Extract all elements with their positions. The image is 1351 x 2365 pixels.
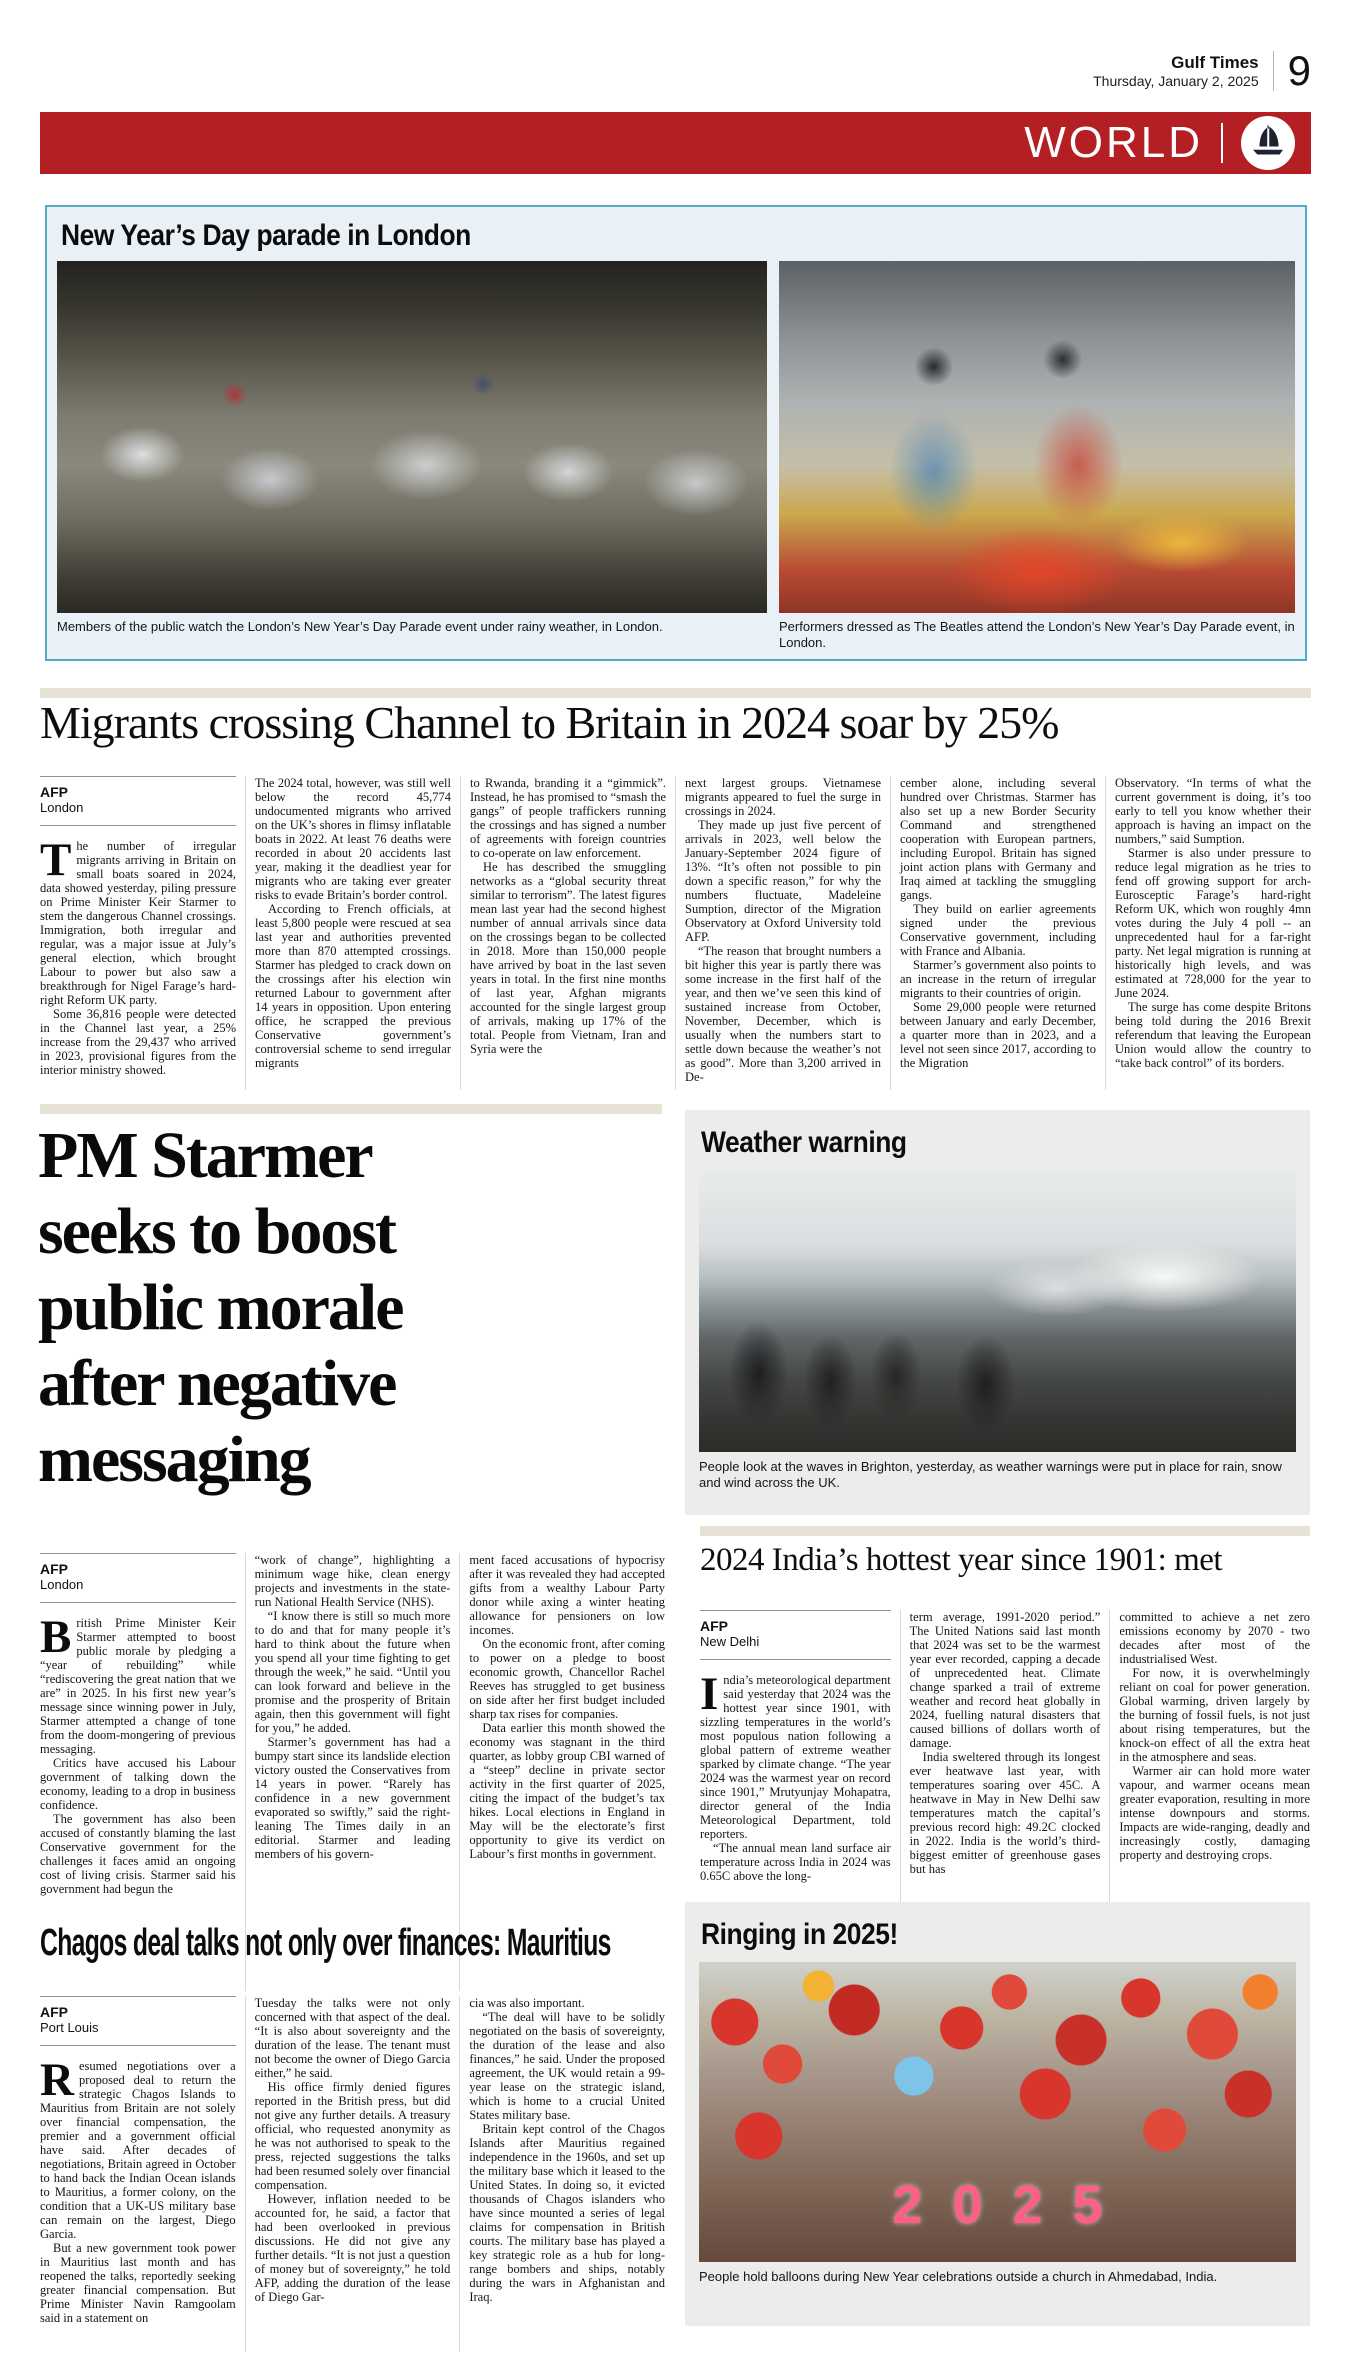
byline-place: London bbox=[40, 800, 84, 816]
paragraph: For now, it is overwhelmingly reliant on coal for power generation. Global warming, driven largely by the burning of fossil fuels, is not just about rising temperatures, but the knock-on effect of all the extra heat in the atmosphere and seas. bbox=[1119, 1666, 1310, 1764]
paper-date: Thursday, January 2, 2025 bbox=[1093, 72, 1259, 89]
drop-cap: R bbox=[40, 2054, 74, 2107]
lead-paragraph bbox=[700, 1668, 891, 1842]
paragraph: “The annual mean land surface air temperature across India in 2024 was 0.65C above the long- bbox=[700, 1841, 891, 1884]
parade-title: New Year’s Day parade in London bbox=[61, 219, 471, 252]
paragraph: ment faced accusations of hypocrisy after it was revealed they had accepted gifts from a wealthy Labour Party donor while axing a winter heating allowance for pensioners on low incomes. bbox=[469, 1553, 665, 1637]
drop-cap: B bbox=[40, 1611, 72, 1664]
paragraph: Some 36,816 people were detected in the Channel last year, a 25% increase from the 29,437 who arrived in 2023, provisional figures from the interior ministry showed. bbox=[40, 1007, 236, 1078]
paragraph: Britain kept control of the Chagos Islands after Mauritius regained independence in the 1960s, and set up the military base which it leased to the United States. In doing so, it evicted thousands of Chagos islanders who have since mounted a series of legal claims for compensation in British courts. The military base has played a key strategic role as a hub for long-range bombers and ships, notably during the wars in Afghanistan and Iraq. bbox=[469, 2122, 665, 2304]
paragraph: “work of change”, highlighting a minimum wage hike, clean energy projects and investments in the state-run National Health Service (NHS). bbox=[254, 1553, 451, 1609]
parade-caption-right: Performers dressed as The Beatles attend the London’s New Year’s Day Parade event, in London. bbox=[779, 619, 1295, 651]
article-column bbox=[675, 776, 890, 1090]
migrants-headline: Migrants crossing Channel to Britain in 2024 soar by 25% bbox=[40, 697, 1059, 748]
page-number: 9 bbox=[1287, 47, 1311, 94]
paragraph: They build on earlier agreements signed under the previous Conservative government, including with France and Albania. bbox=[900, 902, 1096, 958]
paragraph: “The reason that brought numbers a bit higher this year is partly there was some increase in the first half of the year, and then we’ve seen this kind of sustained increase from October, November, December, which is usually when the numbers start to settle down because the weather’s not as good”. More than 3,200 arrived in De- bbox=[685, 944, 881, 1084]
parade-caption-left: Members of the public watch the London’s New Year’s Day Parade event under rainy weather, in London. bbox=[57, 619, 663, 634]
byline bbox=[40, 1553, 236, 1603]
headline-line: messaging bbox=[38, 1423, 310, 1496]
drop-cap: I bbox=[700, 1668, 719, 1721]
paragraph: Data earlier this month showed the economy was stagnant in the third quarter, as lobby group CBI warned of a “steep” decline in private sector activity in the first quarter of 2025, citing the impact of the budget’s tax hikes. Local elections in England in May will be the electorate’s first opportunity to give its verdict on Labour’s first months in government. bbox=[469, 1721, 665, 1861]
section-title: WORLD bbox=[1024, 118, 1203, 167]
newspaper-logo bbox=[1241, 116, 1295, 170]
paragraph: term average, 1991-2020 period.” The United Nations said last month that 2024 was set to be the warmest year ever recorded, capping a decade of unprecedented heat. Climate change sparked a trail of extreme weather and record heat globally in 2024, fuelling natural disasters that caused billions of dollars worth of damage. bbox=[909, 1610, 1101, 1750]
headline-line: PM Starmer bbox=[38, 1119, 372, 1192]
byline-agency: AFP bbox=[40, 1561, 68, 1577]
column-paragraphs bbox=[40, 2241, 236, 2325]
weather-title: Weather warning bbox=[701, 1126, 907, 1159]
ringing-2025-box bbox=[685, 1902, 1310, 2326]
paragraph: India sweltered through its longest ever heatwave last year, with temperatures soaring over 45C. A heatwave in May in New Delhi saw temperatures match the capital’s previous record high: 49.2C clocked in 2022. India is the world’s third-biggest emitter of greenhouse gases but has bbox=[909, 1750, 1101, 1876]
paragraph: His office firmly denied figures reported in the British press, but did not give any further details. A treasury official, who requested anonymity as he was not authorised to speak to the press, rejected suggestions the talks had been resumed solely over financial compensation. bbox=[254, 2080, 451, 2192]
paragraph: The 2024 total, however, was still well below the record 45,774 undocumented migrants who arrived on the UK’s shores in flimsy inflatable boats in 2022. At least 76 deaths were recorded in about 20 accidents last year, making it the deadliest year for migrants who are taking ever greater risks to evade Britain’s border control. bbox=[255, 776, 451, 902]
article-column bbox=[245, 1996, 460, 2352]
paragraph: Tuesday the talks were not only concerned with that aspect of the deal. “It is also about sovereignty and the duration of the lease. The tenant must not become the owner of Diego Garcia either,” he said. bbox=[254, 1996, 451, 2080]
byline-place: New Delhi bbox=[700, 1634, 760, 1650]
starmer-headline bbox=[38, 1118, 670, 1498]
balloon-2025-text: 2025 bbox=[892, 2175, 1133, 2235]
lead-text: esumed negotiations over a proposed deal to return the strategic Chagos Islands to Mauritius from Britain are not solely over financial compensation, the premier and a government official have said. After decades of negotiations, Britain agreed in October to hand back the Indian Ocean islands to Mauritius, a former colony, on the condition that a UK-US military base can remain on the largest, Diego Garcia. bbox=[40, 2059, 236, 2242]
column-paragraphs bbox=[40, 1007, 236, 1077]
india-article bbox=[700, 1610, 1310, 1904]
headline-line: after negative bbox=[38, 1347, 396, 1420]
article-column bbox=[40, 776, 245, 1090]
column-paragraphs bbox=[700, 1841, 891, 1883]
weather-warning-box bbox=[685, 1110, 1310, 1515]
parade-beatles-photo bbox=[779, 261, 1295, 613]
byline bbox=[40, 776, 236, 826]
balloons-photo bbox=[699, 1962, 1296, 2262]
masthead-divider bbox=[1273, 51, 1274, 91]
divider-bar bbox=[700, 1526, 1310, 1536]
article-column bbox=[1109, 1610, 1310, 1904]
paragraph: Critics have accused his Labour government of talking down the economy, leading to a drop in business confidence. bbox=[40, 1756, 236, 1813]
article-column bbox=[1105, 776, 1311, 1090]
lead-paragraph bbox=[40, 834, 236, 1008]
migrants-article bbox=[40, 776, 1311, 1090]
article-column bbox=[890, 776, 1105, 1090]
paragraph: On the economic front, after coming to power on a pledge to boost economic growth, Chancellor Rachel Reeves has struggled to get business on side after her first budget included sharp tax rises for companies. bbox=[469, 1637, 665, 1721]
section-banner bbox=[40, 112, 1311, 174]
dhow-boat-icon bbox=[1249, 122, 1287, 165]
paragraph: However, inflation needed to be accounted for, he said, a factor that had been overlooked in previous discussions. He did not give any further details. “It is not just a question of money but of sovereignty,” he told AFP, adding the duration of the lease of Diego Gar- bbox=[254, 2192, 451, 2304]
article-column bbox=[900, 1610, 1110, 1904]
parade-crowd-photo bbox=[57, 261, 767, 613]
chagos-headline bbox=[40, 1922, 665, 1965]
parade-captions bbox=[57, 619, 1295, 652]
paragraph: The government has also been accused of constantly blaming the last Conservative government for the challenges it faces amid an ongoing cost of living crisis. Starmer said his government had begun the bbox=[40, 1812, 236, 1897]
weather-photo bbox=[699, 1170, 1296, 1452]
byline bbox=[700, 1610, 891, 1660]
parade-photo-feature bbox=[45, 205, 1307, 661]
paragraph: “I know there is still so much more to do and that for many people it’s hard to think about the future when you spend all your time fighting to get through the week,” he said. “Until you can look forward and believe in the promise and the prosperity of Britain again, then this government will fight for you,” he added. bbox=[254, 1609, 451, 1735]
paragraph: Some 29,000 people were returned between January and early December, a quarter more than in 2023, and a level not seen since 2017, according to the Migration bbox=[900, 1000, 1096, 1070]
masthead-text bbox=[1093, 53, 1259, 89]
lead-paragraph bbox=[40, 2054, 236, 2242]
weather-caption: People look at the waves in Brighton, yesterday, as weather warnings were put in place for rain, snow and wind across the UK. bbox=[699, 1459, 1282, 1491]
byline-agency: AFP bbox=[40, 2004, 68, 2020]
byline-agency: AFP bbox=[700, 1618, 728, 1634]
paragraph: committed to achieve a net zero emissions economy by 2070 - two decades after most of the industrialised West. bbox=[1119, 1610, 1310, 1666]
paragraph: to Rwanda, branding it a “gimmick”. Instead, he has promised to “smash the gangs” of people traffickers running the crossings and has signed a number of agreements with foreign countries to co-operate on law enforcement. bbox=[470, 776, 666, 860]
byline-place: Port Louis bbox=[40, 2020, 99, 2036]
byline-place: London bbox=[40, 1577, 84, 1593]
chagos-article bbox=[40, 1996, 665, 2352]
article-column bbox=[40, 1996, 245, 2352]
paragraph: Starmer is also under pressure to reduce legal migration as he tries to fend off growing support for arch-Eurosceptic Farage’s hard-right Reform UK, which won roughly 4mn votes during the July 4 poll -- an unprecedented haul for a far-right party. Net legal migration is running at historically high levels, and was estimated at 728,000 for the year to June 2024. bbox=[1115, 846, 1311, 1000]
lead-text: ritish Prime Minister Keir Starmer attempted to boost public morale by pledging a “year of rebuilding” while “rediscovering the great nation that we are” in 2025. In his first new year’s message since winning power in July, Starmer attempted a change of tone from the doom-mongering of previous messaging. bbox=[40, 1616, 236, 1757]
article-column bbox=[460, 776, 675, 1090]
article-column bbox=[459, 1996, 665, 2352]
paragraph: cember alone, including several hundred over Christmas. Starmer has also set up a new Border Security Command and strengthened cooperation with European partners, including Europol. Britain has signed joint action plans with Germany and Iraq aimed at tackling the smuggling gangs. bbox=[900, 776, 1096, 902]
masthead bbox=[1093, 47, 1311, 94]
ringing-caption: People hold balloons during New Year celebrations outside a church in Ahmedabad, India. bbox=[699, 2269, 1218, 2284]
divider-bar bbox=[40, 1104, 662, 1114]
paragraph: Observatory. “In terms of what the current government is doing, it’s too early to tell you know whether their approach is having an impact on the numbers,” said Sumption. bbox=[1115, 776, 1311, 846]
article-column bbox=[245, 776, 460, 1090]
headline-line: public morale bbox=[38, 1271, 403, 1344]
paper-name: Gulf Times bbox=[1171, 53, 1259, 73]
paragraph: Warmer air can hold more water vapour, and warmer oceans mean greater evaporation, resulting in more intense downpours and storms. Impacts are wide-ranging, deadly and increasingly costly, damaging property and destroying crops. bbox=[1119, 1764, 1310, 1862]
paragraph: Starmer’s government also points to an increase in the return of irregular migrants to their countries of origin. bbox=[900, 958, 1096, 1000]
headline-line: seeks to boost bbox=[38, 1195, 396, 1268]
lead-text: ndia’s meteorological department said yesterday that 2024 was the hottest year since 1901, with sizzling temperatures in the world’s most populous nation following a global pattern of extreme weather sparked by climate change. “The year 2024 was the warmest year on record since 1901,” Mrutyunjay Mohapatra, director general of the India Meteorological Department, told reporters. bbox=[700, 1673, 891, 1842]
drop-cap: T bbox=[40, 834, 72, 887]
lead-paragraph bbox=[40, 1611, 236, 1757]
paragraph: He has described the smuggling networks as a “global security threat similar to terrorism”. The latest figures mean last year had the second highest number of annual arrivals since data on the crossings began to be collected in 2018. More than 150,000 people have arrived by boat in the last seven years in total. In the first nine months of last year, Afghan migrants accounted for the single largest group of arrivals, making up 17% of the total. People from Vietnam, Iran and Syria were the bbox=[470, 860, 666, 1056]
section-separator bbox=[1221, 123, 1223, 163]
paragraph: cia was also important. bbox=[469, 1996, 585, 2010]
paragraph: The surge has come despite Britons being told during the 2016 Brexit referendum that leaving the European Union would allow the country to “take back control” of its borders. bbox=[1115, 1000, 1311, 1070]
parade-photo-row bbox=[57, 261, 1295, 613]
paragraph: Starmer’s government has had a bumpy start since its landslide election victory ousted the Conservatives from 14 years in power. “Rarely has confidence in a new government evaporated so swiftly,” said the right-leaning The Times daily in an editorial. Starmer and leading members of his govern- bbox=[254, 1735, 451, 1861]
ringing-title: Ringing in 2025! bbox=[701, 1918, 898, 1951]
india-headline: 2024 India’s hottest year since 1901: met bbox=[700, 1542, 1223, 1578]
byline bbox=[40, 1996, 236, 2046]
article-column bbox=[700, 1610, 900, 1904]
paragraph: “The deal will have to be solidly negotiated on the basis of sovereignty, the duration of the lease and also finances,” he said. Under the proposed agreement, the UK would retain a 99-year lease on the strategic island, which is home to a crucial United States military base. bbox=[469, 2010, 665, 2122]
chagos-headline-text: Chagos deal talks not only over finances: Mauritius bbox=[40, 1922, 611, 1964]
paragraph: next largest groups. Vietnamese migrants appeared to fuel the surge in crossings in 2024. bbox=[685, 776, 881, 818]
column-paragraphs bbox=[40, 1756, 236, 1896]
lead-text: he number of irregular migrants arriving in Britain on small boats soared in 2024, data showed yesterday, piling pressure on Prime Minister Keir Starmer to stem the dangerous Channel crossings. Immigration, both irregular and regular, was a major issue at July’s general election, which brought Labour to power but also saw a breakthrough for Nigel Farage’s hard-right Reform UK party. bbox=[40, 839, 236, 1008]
paragraph: They made up just five percent of arrivals in 2023, well below the January-September 2024 figure of 13%. “It’s often not possible to pin down a specific reason,” for why the numbers fluctuate, Madeleine Sumption, director of the Migration Observatory at Oxford University told AFP. bbox=[685, 818, 881, 944]
paragraph: But a new government took power in Mauritius last month and has reopened the talks, reportedly seeking greater financial compensation. But Prime Minister Navin Ramgoolam said in a statement on bbox=[40, 2241, 236, 2326]
byline-agency: AFP bbox=[40, 784, 68, 800]
paragraph: According to French officials, at least 5,800 people were rescued at sea last year and authorities prevented more than 870 attempted crossings. Starmer has pledged to crack down on the crossings after his election win returned Labour to government after 14 years in opposition. Upon entering office, he scrapped the previous Conservative government’s controversial scheme to send irregular migrants bbox=[255, 902, 451, 1070]
